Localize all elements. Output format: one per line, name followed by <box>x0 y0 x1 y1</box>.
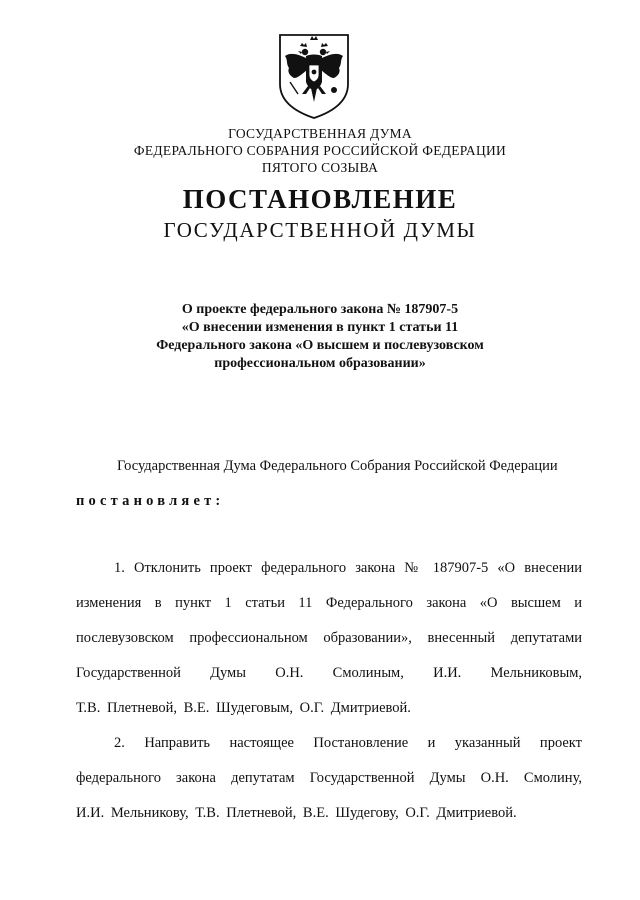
document-subtitle: ГОСУДАРСТВЕННОЙ ДУМЫ <box>163 218 477 242</box>
subject-line: Федерального закона «О высшем и послевузовском <box>156 338 484 353</box>
decree-word: постановляет: <box>76 493 225 509</box>
item-1-line: изменения в пункт 1 статьи 11 Федерального закона «О высшем и <box>76 595 582 611</box>
resolution-subject <box>0 301 640 373</box>
intro-paragraph: Государственная Дума Федерального Собрания Российской Федерации <box>117 458 558 474</box>
header-line-duma: ГОСУДАРСТВЕННАЯ ДУМА <box>228 126 412 141</box>
subject-line: профессиональном образовании» <box>214 356 426 371</box>
subject-line: О проекте федерального закона № 187907-5 <box>181 302 459 317</box>
item-2-line: И.И. Мельникову, Т.В. Плетневой, В.Е. Шудегову, О.Г. Дмитриевой. <box>76 805 517 821</box>
subject-line: «О внесении изменения в пункт 1 статьи 11 <box>181 320 459 335</box>
issuer-header <box>0 125 640 176</box>
document-title: ПОСТАНОВЛЕНИЕ <box>182 184 458 214</box>
header-line-federal-assembly: ФЕДЕРАЛЬНОГО СОБРАНИЯ РОССИЙСКОЙ ФЕДЕРАЦИИ <box>133 143 507 158</box>
item-1-line: 1. Отклонить проект федерального закона № 187907-5 «О внесении <box>114 560 582 576</box>
item-2-line: федерального закона депутатам Государственной Думы О.Н. Смолину, <box>76 770 582 786</box>
item-1-line: Государственной Думы О.Н. Смолиным, И.И. Мельниковым, <box>76 665 582 681</box>
coat-of-arms-emblem <box>276 32 352 120</box>
item-1-line: послевузовском профессиональном образовании», внесенный депутатами <box>76 630 582 646</box>
header-line-convocation: ПЯТОГО СОЗЫВА <box>261 160 379 175</box>
item-2-line: 2. Направить настоящее Постановление и указанный проект <box>114 735 582 751</box>
item-1-line: Т.В. Плетневой, В.Е. Шудеговым, О.Г. Дмитриевой. <box>76 700 411 716</box>
